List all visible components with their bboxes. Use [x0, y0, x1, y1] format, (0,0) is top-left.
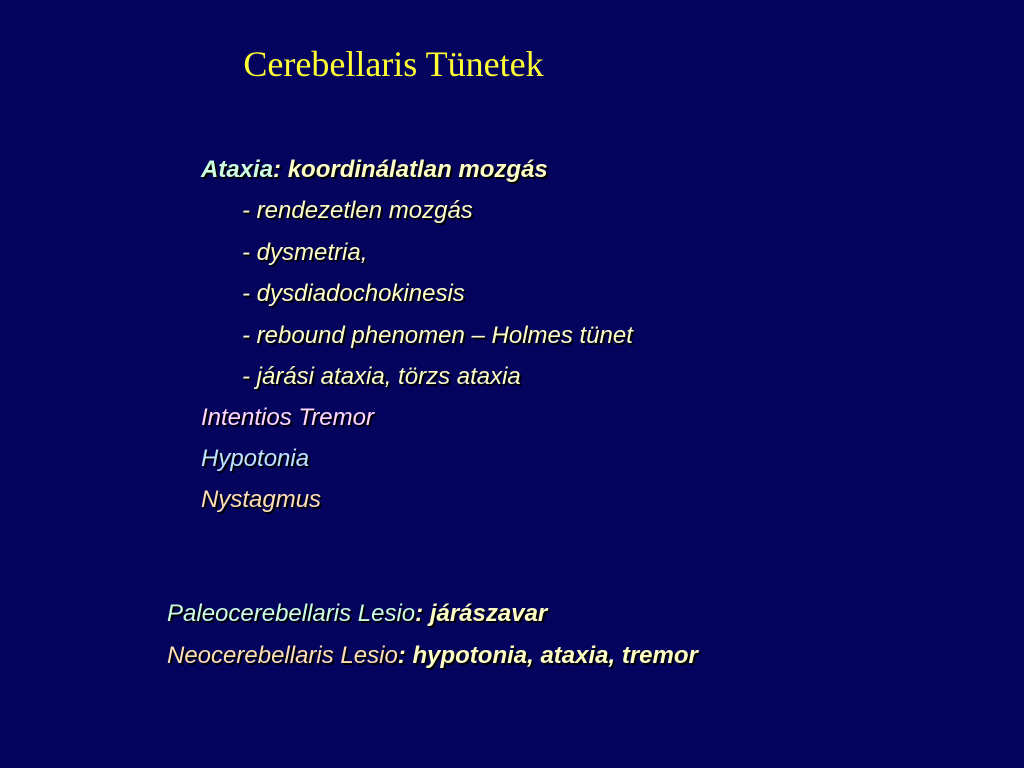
ataxia-item: - rebound phenomen – Holmes tünet: [242, 322, 633, 349]
symptom-intentios-tremor: Intentios Tremor: [201, 404, 374, 431]
ataxia-item: - dysdiadochokinesis: [242, 280, 465, 307]
symptom-hypotonia: Hypotonia: [201, 445, 310, 472]
ataxia-item: - dysmetria,: [242, 239, 368, 266]
paleo-lesion-term: Paleocerebellaris Lesio: [167, 600, 416, 627]
slide-title: Cerebellaris Tünetek: [243, 44, 544, 84]
paleo-lesion-line: [167, 598, 547, 630]
neo-lesion-term: Neocerebellaris Lesio: [167, 642, 398, 669]
symptom-nystagmus: Nystagmus: [201, 486, 322, 513]
ataxia-item: - rendezetlen mozgás: [242, 197, 473, 224]
neo-lesion-definition: : hypotonia, ataxia, tremor: [397, 642, 698, 669]
ataxia-term: Ataxia: [201, 156, 274, 183]
neo-lesion-line: [167, 640, 698, 672]
ataxia-item: - járási ataxia, törzs ataxia: [242, 363, 521, 390]
ataxia-heading: [201, 154, 548, 186]
ataxia-definition: : koordinálatlan mozgás: [273, 156, 548, 183]
paleo-lesion-definition: : járászavar: [415, 600, 548, 627]
